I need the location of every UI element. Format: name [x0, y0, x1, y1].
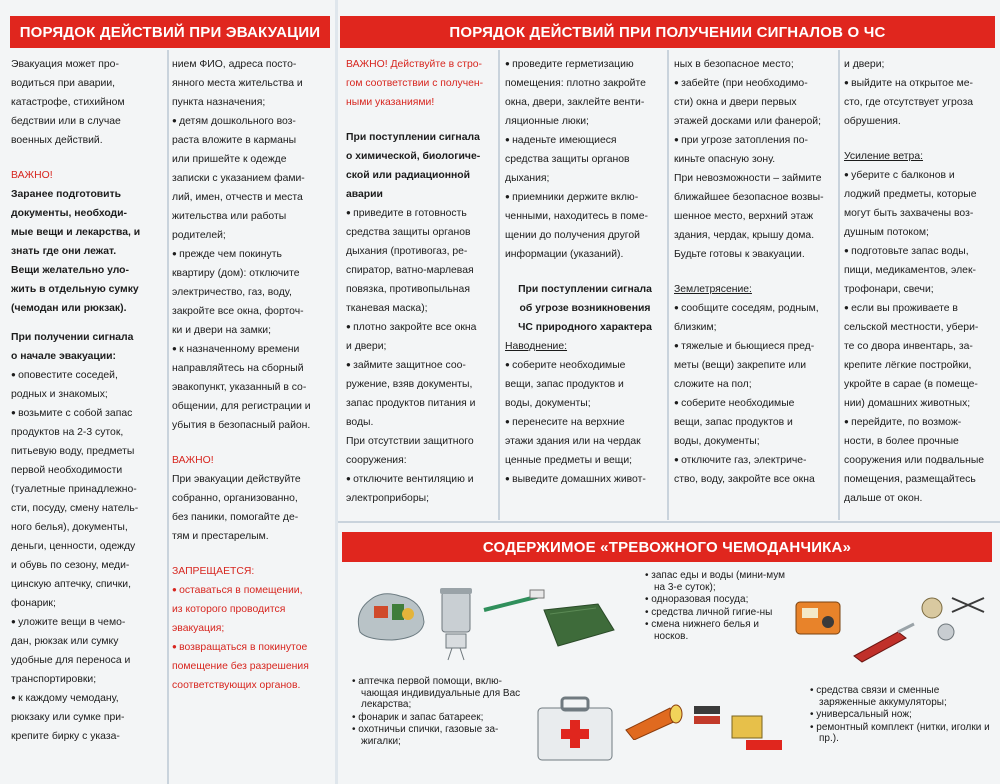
- list-item: • ремонтный комплект (нитки, иголки и пр.).: [810, 722, 992, 745]
- evacuation-column-1: Эвакуация может про- водиться при аварии, катастрофе, стихийном бедствии или в случае военных действий. ВАЖНО! Заранее подготовить документы, необходи- мые вещи и лекарства, и знать где они лежат. Вещи желательно уло- жить в отдельную сумку (чемодан или рюкзак). При получении сигнала о начале эвакуации: ● оповестите соседей, родных и знакомых; ● возьмите с собой запас продуктов на 2-3 суток, питьевую воду, предметы первой необходимости (туалетные принадлежно- сти, посуду, смену натель- ного белья), документы, деньги, ценности, одежду и обувь по сезону, меди- цинскую аптечку, спички, фонарик; ● уложите вещи в чемо- дан, рюкзак или сумку удобные для переноса и транспортировки; ● к каждому чемодану, рюкзаку или сумке при- крепите бирку с указа-: [11, 55, 163, 746]
- list-item: ● уберите с балконов и: [844, 166, 996, 185]
- list-item: ● забейте (при необходимо-: [674, 74, 836, 93]
- list-item: ● соберите необходимые: [674, 394, 836, 413]
- list-item: ● при угрозе затопления по-: [674, 131, 836, 150]
- list-item: ● перенесите на верхние: [505, 413, 665, 432]
- list-item: ● уложите вещи в чемо-: [11, 613, 163, 632]
- fold-line: [167, 50, 169, 784]
- list-item: ● оставаться в помещении,: [172, 581, 330, 600]
- kit-list-left: [352, 676, 524, 748]
- signals-column-4: и двери; ● выйдите на открытое ме- сто, где отсутствует угроза обрушения. Усиление ветра: ● уберите с балконов и лоджий предметы, которые могут быть захвачены воз- душным потоком; ● подготовьте запас воды, пищи, медикаментов, элек- трофонари, свечи; ● если вы проживаете в сельской местности, убери- те со двора инвентарь, за- крепите лёгкие постройки, укройте в сарае (в помеще- нии) домашних животных; ● перейдите, по возмож- ности, в более прочные сооружения или подвальные помещения, размещайтесь дальше от окон.: [844, 55, 996, 508]
- important-label: ВАЖНО!: [11, 170, 53, 181]
- list-item: ● приемники держите вклю-: [505, 188, 665, 207]
- list-item: ● соберите необходимые: [505, 356, 665, 375]
- forbidden-label: ЗАПРЕЩАЕТСЯ:: [172, 566, 255, 577]
- flood-subheading: Наводнение:: [505, 341, 568, 352]
- list-item: • аптечка первой помощи, вклю-чающая индивидуальные для Вас лекарства;: [352, 676, 524, 711]
- list-item: ● выйдите на открытое ме-: [844, 74, 996, 93]
- sewing-kit-icon: [918, 588, 990, 648]
- kit-list-top: [645, 570, 790, 643]
- pot-icon: [432, 582, 482, 662]
- signals-column-1: ВАЖНО! Действуйте в стро- гом соответствии с получен- ными указаниями! При поступлении сигнала о химической, биологиче- ской или радиационной аварии ● приведите в готовность средства защиты органов дыхания (противогаз, ре- спиратор, ватно-марлевая повязка, противопыльная тканевая маска); ● плотно закройте все окна и двери; ● займите защитное соо- ружение, взяв документы, запас продуктов питания и воды. При отсутствии защитного сооружения: ● отключите вентиляцию и электроприборы;: [346, 55, 496, 508]
- list-item: ● возвращаться в покинутое: [172, 638, 330, 657]
- signals-column-2: ● проведите герметизацию помещения: плотно закройте окна, двери, заклейте венти- ляционные люки; ● наденьте имеющиеся средства защиты органов дыхания; ● приемники держите вклю- ченными, находитесь в поме- щении до получения другой информации (указаний). При поступлении сигнала об угрозе возникновения ЧС природного характера Наводнение: ● соберите необходимые вещи, запас продуктов и воды, документы; ● перенесите на верхние этажи здания или на чердак ценные предметы и вещи; ● выведите домашних живот-: [505, 55, 665, 489]
- list-item: • средства связи и сменные заряженные аккумуляторы;: [810, 685, 992, 708]
- fold-line: [338, 521, 1000, 523]
- evacuation-header: ПОРЯДОК ДЕЙСТВИЙ ПРИ ЭВАКУАЦИИ: [10, 16, 330, 48]
- list-item: ● прежде чем покинуть: [172, 245, 330, 264]
- first-aid-kit-icon: [532, 690, 622, 770]
- signals-column-3: ных в безопасное место; ● забейте (при необходимо- сти) окна и двери первых этажей досками или фанерой; ● при угрозе затопления по- киньте опасную зону. При невозможности – займите ближайшее безопасное возвы- шенное место, верхний этаж здания, чердак, крышу дома. Будьте готовы к эвакуации. Землетрясение: ● сообщите соседям, родным, близким; ● тяжелые и бьющиеся пред- меты (вещи) закрепите или сложите на пол; ● соберите необходимые вещи, запас продуктов и воды, документы; ● отключите газ, электриче- ство, воду, закройте все окна: [674, 55, 836, 489]
- list-item: • запас еды и воды (мини-мум на 3-е суток);: [645, 570, 790, 593]
- list-item: ● проведите герметизацию: [505, 55, 665, 74]
- list-item: ● если вы проживаете в: [844, 299, 996, 318]
- clothes-icon: [538, 600, 618, 650]
- fold-line: [498, 50, 500, 520]
- evacuation-column-2: нием ФИО, адреса посто- янного места жительства и пункта назначения; ● детям дошкольного воз- раста вложите в карманы или пришейте к одежде записки с указанием фами- лий, имен, отчеств и места жительства или работы родителей; ● прежде чем покинуть квартиру (дом): отключите электричество, газ, воду, закройте все окна, форточ- ки и двери на замки; ● к назначенному времени направляйтесь на сборный эвакопункт, указанный в со- общении, для регистрации и убытия в безопасный район. ВАЖНО! При эвакуации действуйте собранно, организованно, без паники, помогайте де- тям и престарелым. ЗАПРЕЩАЕТСЯ: ● оставаться в помещении, из которого проводится эвакуация; ● возвращаться в покинутое помещение без разрешения соответствующих органов.: [172, 55, 330, 695]
- list-item: ● наденьте имеющиеся: [505, 131, 665, 150]
- list-item: ● выведите домашних живот-: [505, 470, 665, 489]
- list-item: • одноразовая посуда;: [645, 594, 790, 606]
- list-item: ● к назначенному времени: [172, 340, 330, 359]
- list-item: • смена нижнего белья и носков.: [645, 619, 790, 642]
- list-item: ● возьмите с собой запас: [11, 404, 163, 423]
- list-item: ● отключите вентиляцию и: [346, 470, 496, 489]
- list-item: • универсальный нож;: [810, 709, 992, 721]
- list-item: • средства личной гигие-ны: [645, 607, 790, 619]
- list-item: ● перейдите, по возмож-: [844, 413, 996, 432]
- earthquake-subheading: Землетрясение:: [674, 284, 752, 295]
- list-item: ● сообщите соседям, родным,: [674, 299, 836, 318]
- fold-line: [838, 50, 840, 520]
- list-item: ● займите защитное соо-: [346, 356, 496, 375]
- list-item: ● плотно закройте все окна: [346, 318, 496, 337]
- wind-subheading: Усиление ветра:: [844, 151, 923, 162]
- fold-line: [667, 50, 669, 520]
- list-item: ● тяжелые и бьющиеся пред-: [674, 337, 836, 356]
- list-item: ● детям дошкольного воз-: [172, 112, 330, 131]
- batteries-icon: [690, 700, 730, 730]
- food-bag-icon: [352, 582, 432, 642]
- emergency-signals-header: ПОРЯДОК ДЕЙСТВИЙ ПРИ ПОЛУЧЕНИИ СИГНАЛОВ О ЧС: [340, 16, 995, 48]
- list-item: ● приведите в готовность: [346, 204, 496, 223]
- emergency-kit-header: СОДЕРЖИМОЕ «ТРЕВОЖНОГО ЧЕМОДАНЧИКА»: [342, 532, 992, 562]
- list-item: • фонарик и запас батареек;: [352, 712, 524, 724]
- list-item: ● оповестите соседей,: [11, 366, 163, 385]
- important-label: ВАЖНО!: [172, 455, 214, 466]
- kit-list-right: [810, 685, 992, 746]
- radio-icon: [790, 592, 850, 642]
- list-item: ● подготовьте запас воды,: [844, 242, 996, 261]
- list-item: ● отключите газ, электриче-: [674, 451, 836, 470]
- flashlight-icon: [622, 700, 692, 740]
- knife-icon: [848, 618, 918, 668]
- matches-icon: [728, 708, 788, 758]
- list-item: • охотничьи спички, газовые за-жигалки;: [352, 724, 524, 747]
- list-item: ● к каждому чемодану,: [11, 689, 163, 708]
